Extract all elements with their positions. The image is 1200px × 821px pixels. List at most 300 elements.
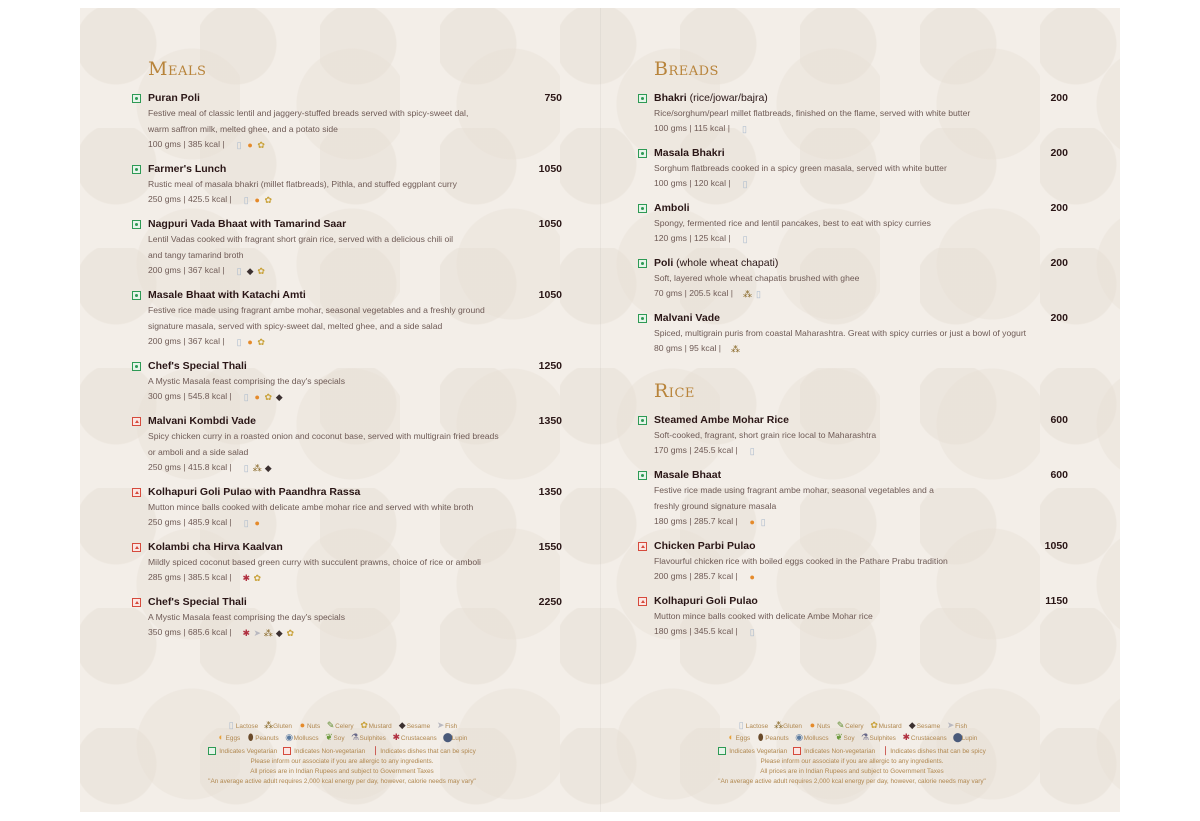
item-nutrition	[148, 625, 562, 640]
legend-item	[870, 720, 902, 732]
item-description: Festive rice made using fragrant ambe mohar, seasonal vegetables and a freshly ground	[148, 305, 485, 315]
lactose-icon: ▯	[236, 336, 242, 347]
item-weight-calories: 200 gms | 367 kcal |	[148, 265, 225, 275]
legend-label: Sulphites	[359, 735, 386, 743]
item-description: Spongy, fermented rice and lentil pancakes, best to eat with spicy curries	[654, 218, 931, 228]
mustard-icon: ✿	[264, 194, 273, 205]
vegetarian-icon	[132, 362, 141, 371]
gluten-icon: ⁂	[263, 627, 273, 638]
item-name	[654, 257, 1068, 270]
legend-nonveg	[793, 747, 875, 757]
eggs-icon: ◐	[728, 732, 734, 743]
lactose-icon: ▯	[742, 233, 748, 244]
menu-item	[132, 360, 562, 404]
item-description: Mutton mince balls cooked with delicate ambe mohar rice and served with white broth	[148, 502, 474, 512]
peanuts-icon: ⬮	[757, 732, 764, 743]
menu-item	[638, 312, 1068, 356]
celery-icon: ✎	[326, 720, 335, 730]
item-nutrition	[654, 286, 1068, 301]
non-vegetarian-icon	[638, 597, 647, 606]
item-price: 750	[544, 92, 562, 104]
crustaceans-icon: ✱	[392, 732, 401, 743]
vegetarian-icon	[132, 165, 141, 174]
menu-item	[638, 595, 1068, 639]
sulphites-icon: ⚗	[860, 732, 870, 743]
celery-icon: ✎	[836, 720, 845, 730]
item-nutrition	[148, 137, 562, 152]
item-description: Spiced, multigrain puris from coastal Maharashtra. Great with spicy curries or just a bowl of yogurt	[654, 328, 1027, 338]
crustaceans-icon: ✱	[242, 627, 251, 638]
item-weight-calories: 350 gms | 685.6 kcal |	[148, 627, 232, 637]
molluscs-icon: ◉	[795, 732, 804, 743]
legend-label: Gluten	[783, 723, 802, 730]
vegetarian-icon	[132, 94, 141, 103]
item-nutrition	[148, 192, 562, 207]
vegetarian-icon	[638, 259, 647, 268]
vegetarian-icon	[638, 416, 647, 425]
vegetarian-icon	[718, 747, 726, 755]
legend-row	[132, 720, 552, 732]
item-price: 1550	[538, 541, 562, 553]
mustard-icon: ✿	[257, 336, 265, 347]
legend-label: Nuts	[307, 723, 321, 730]
item-name-text: Chef's Special Thali	[148, 596, 247, 608]
legend-label: Nuts	[817, 723, 831, 730]
item-name-text: Kolambi cha Hirva Kaalvan	[148, 541, 283, 553]
allergen-legend-right	[642, 720, 1062, 788]
sesame-icon: ◆	[908, 720, 916, 730]
legend-label: Celery	[845, 723, 864, 730]
legend-item	[285, 732, 319, 744]
legend-label: Sesame	[406, 723, 431, 730]
lactose-icon: ▯	[749, 626, 755, 637]
item-name-text: Amboli	[654, 202, 690, 214]
item-weight-calories: 250 gms | 425.5 kcal |	[148, 194, 232, 204]
soy-icon: ❦	[835, 732, 843, 743]
item-name	[654, 469, 1068, 482]
item-name	[148, 92, 562, 105]
item-name-subtitle: (whole wheat chapati)	[673, 257, 779, 269]
item-description: Soft-cooked, fragrant, short grain rice local to Maharashtra	[654, 430, 877, 440]
menu-item	[638, 540, 1068, 584]
item-name	[654, 595, 1068, 608]
legend-label: Celery	[335, 723, 354, 730]
legend-label: Crustaceans	[400, 735, 437, 743]
item-name-text: Puran Poli	[148, 92, 200, 104]
legend-label: Crustaceans	[910, 735, 947, 743]
lactose-icon: ▯	[243, 194, 249, 205]
item-name-text: Masala Bhakri	[654, 147, 725, 159]
gluten-icon: ⁂	[774, 720, 784, 730]
gluten-icon: ⁂	[743, 288, 752, 299]
item-weight-calories: 100 gms | 385 kcal |	[148, 139, 225, 149]
item-description: warm saffron milk, melted ghee, and a potato side	[148, 124, 338, 134]
item-name	[654, 92, 1068, 105]
molluscs-icon: ◉	[285, 732, 294, 743]
item-description: Mutton mince balls cooked with delicate Ambe Mohar rice	[654, 611, 873, 621]
vegetarian-icon	[638, 204, 647, 213]
item-nutrition	[148, 389, 562, 404]
item-name-text: Chicken Parbi Pulao	[654, 540, 756, 552]
legend-item	[727, 732, 751, 744]
legend-item	[351, 732, 386, 744]
menu-section	[638, 58, 1068, 356]
legend-label: Molluscs	[803, 735, 829, 743]
item-weight-calories: 100 gms | 120 kcal |	[654, 178, 731, 188]
legend-item	[737, 720, 768, 732]
section-heading: Breads	[654, 58, 719, 80]
vegetarian-icon	[208, 747, 216, 755]
legend-item	[908, 720, 940, 732]
legend-item	[774, 720, 802, 732]
lupin-icon: ⬤	[952, 732, 963, 743]
item-price: 1350	[538, 486, 562, 498]
lactose-icon: ▯	[742, 178, 748, 189]
lactose-icon: ▯	[243, 462, 249, 473]
item-description: or amboli and a side salad	[148, 447, 249, 457]
item-description: and tangy tamarind broth	[148, 250, 244, 260]
sesame-icon: ◆	[264, 462, 272, 473]
item-nutrition	[654, 443, 1068, 458]
item-weight-calories: 80 gms | 95 kcal |	[654, 343, 722, 353]
menu-section	[638, 380, 1068, 639]
item-price: 1050	[538, 289, 562, 301]
sesame-icon: ◆	[398, 720, 406, 730]
item-price: 200	[1050, 312, 1068, 324]
item-name	[148, 415, 562, 428]
item-weight-calories: 180 gms | 345.5 kcal |	[654, 626, 738, 636]
legend-label: Fish	[445, 723, 458, 730]
legend-label: Indicates dishes that can be spicy	[890, 747, 986, 755]
legend-veg	[208, 747, 277, 757]
item-name	[654, 202, 1068, 215]
non-vegetarian-icon	[793, 747, 801, 755]
menu-item	[132, 596, 562, 640]
mustard-icon: ✿	[870, 720, 878, 730]
item-name-text: Steamed Ambe Mohar Rice	[654, 414, 789, 426]
legend-item	[227, 720, 258, 732]
legend-item	[946, 720, 967, 732]
item-description: A Mystic Masala feast comprising the day's specials	[148, 612, 345, 622]
item-price: 2250	[538, 596, 562, 608]
legend-row	[642, 720, 1062, 732]
item-description: Mildly spiced coconut based green curry with succulent prawns, choice of rice or amboli	[148, 557, 481, 567]
item-description: Rice/sorghum/pearl millet flatbreads, finished on the flame, served with white butter	[654, 108, 971, 118]
lactose-icon: ▯	[236, 139, 242, 150]
mustard-icon: ✿	[286, 627, 295, 638]
item-nutrition	[654, 176, 1068, 191]
item-name-text: Farmer's Lunch	[148, 163, 227, 175]
menu-item	[132, 218, 562, 278]
spicy-icon: ❘	[881, 744, 890, 755]
item-weight-calories: 200 gms | 367 kcal |	[148, 336, 225, 346]
legend-label: Indicates dishes that can be spicy	[380, 747, 476, 755]
legend-label: Eggs	[735, 735, 751, 743]
item-name-text: Kolhapuri Goli Pulao	[654, 595, 758, 607]
item-weight-calories: 180 gms | 285.7 kcal |	[654, 516, 738, 526]
item-name	[654, 414, 1068, 427]
item-nutrition	[654, 514, 1068, 529]
legend-note: "An average active adult requires 2,000 kcal energy per day, however, calorie needs may vary"	[718, 778, 986, 786]
crustaceans-icon: ✱	[902, 732, 911, 743]
menu-section	[132, 58, 562, 640]
item-price: 1050	[538, 218, 562, 230]
legend-item	[246, 732, 278, 744]
mustard-icon: ✿	[360, 720, 368, 730]
legend-label: Sulphites	[869, 735, 896, 743]
item-name-text: Chef's Special Thali	[148, 360, 247, 372]
item-name-text: Masale Bhaat	[654, 469, 722, 481]
lactose-icon: ▯	[738, 720, 744, 730]
menu-item	[132, 486, 562, 530]
item-description: Sorghum flatbreads cooked in a spicy green masala, served with white butter	[654, 163, 947, 173]
item-price: 200	[1050, 147, 1068, 159]
non-vegetarian-icon	[132, 598, 141, 607]
item-description: Spicy chicken curry in a roasted onion and coconut base, served with multigrain fried breads	[148, 431, 499, 441]
menu-item	[132, 415, 562, 475]
item-nutrition	[654, 624, 1068, 639]
nuts-icon: ●	[809, 720, 816, 730]
item-name-text: Nagpuri Vada Bhaat with Tamarind Saar	[148, 218, 347, 230]
menu-item	[638, 257, 1068, 301]
menu-item	[638, 202, 1068, 246]
mustard-icon: ✿	[257, 139, 265, 150]
legend-label: Lactose	[745, 723, 769, 730]
item-description: Flavourful chicken rice with boiled eggs cooked in the Pathare Prabu tradition	[654, 556, 948, 566]
item-name	[148, 218, 562, 231]
vegetarian-icon	[638, 94, 647, 103]
item-name	[654, 147, 1068, 160]
item-weight-calories: 70 gms | 205.5 kcal |	[654, 288, 733, 298]
nuts-icon: ●	[254, 517, 260, 528]
item-weight-calories: 100 gms | 115 kcal |	[654, 123, 730, 133]
lactose-icon: ▯	[741, 123, 747, 134]
legend-item	[392, 732, 437, 744]
item-description: Festive meal of classic lentil and jaggery-stuffed breads served with spicy-sweet dal,	[148, 108, 469, 118]
legend-row	[132, 732, 552, 744]
item-price: 600	[1050, 414, 1068, 426]
item-name	[654, 312, 1068, 325]
fish-icon: ➤	[436, 720, 445, 730]
item-nutrition	[148, 515, 562, 530]
legend-item	[835, 732, 855, 744]
item-name-text: Bhakri	[654, 92, 687, 104]
gluten-icon: ⁂	[731, 343, 741, 354]
item-price: 200	[1050, 202, 1068, 214]
nuts-icon: ●	[749, 571, 755, 582]
crustaceans-icon: ✱	[242, 572, 251, 583]
mustard-icon: ✿	[257, 265, 265, 276]
legend-item	[902, 732, 947, 744]
item-name-text: Kolhapuri Goli Pulao with Paandhra Rassa	[148, 486, 361, 498]
item-weight-calories: 250 gms | 485.9 kcal |	[148, 517, 232, 527]
vegetarian-icon	[638, 471, 647, 480]
legend-label: Indicates Non-vegetarian	[294, 747, 366, 755]
legend-note: All prices are in Indian Rupees and subject to Government Taxes	[250, 768, 434, 776]
item-weight-calories: 120 gms | 125 kcal |	[654, 233, 731, 243]
legend-label: Molluscs	[293, 735, 319, 743]
legend-label: Indicates Vegetarian	[729, 747, 788, 755]
item-price: 1250	[538, 360, 562, 372]
legend-item	[325, 732, 345, 744]
sesame-icon: ◆	[275, 627, 283, 638]
item-name	[148, 163, 562, 176]
legend-item	[836, 720, 863, 732]
lactose-icon: ▯	[760, 516, 766, 527]
spicy-icon: ❘	[371, 744, 380, 755]
nuts-icon: ●	[247, 139, 253, 150]
item-nutrition	[654, 121, 1068, 136]
non-vegetarian-icon	[638, 542, 647, 551]
sesame-icon: ◆	[246, 265, 254, 276]
item-price: 1050	[538, 163, 562, 175]
right-column	[638, 58, 1068, 663]
lactose-icon: ▯	[243, 517, 249, 528]
legend-label: Sesame	[916, 723, 941, 730]
fish-icon: ➤	[946, 720, 955, 730]
item-nutrition	[148, 460, 562, 475]
legend-label: Peanuts	[255, 735, 279, 743]
nuts-icon: ●	[254, 194, 260, 205]
section-heading: Rice	[654, 380, 695, 402]
item-nutrition	[654, 569, 1068, 584]
menu-item	[638, 414, 1068, 458]
item-nutrition	[148, 570, 562, 585]
legend-label: Fish	[955, 723, 968, 730]
item-price: 200	[1050, 92, 1068, 104]
mustard-icon: ✿	[253, 572, 262, 583]
legend-item	[436, 720, 457, 732]
legend-item	[264, 720, 292, 732]
legend-item	[861, 732, 896, 744]
item-nutrition	[654, 231, 1068, 246]
gluten-icon: ⁂	[264, 720, 274, 730]
legend-item	[360, 720, 392, 732]
legend-note: Please inform our associate if you are allergic to any ingredients.	[250, 757, 434, 765]
lactose-icon: ▯	[236, 265, 242, 276]
legend-note: Please inform our associate if you are allergic to any ingredients.	[760, 757, 944, 765]
item-description: A Mystic Masala feast comprising the day's specials	[148, 376, 345, 386]
item-price: 1050	[1044, 540, 1068, 552]
nuts-icon: ●	[749, 516, 755, 527]
fish-icon: ➤	[253, 627, 262, 638]
legend-item	[298, 720, 320, 732]
eggs-icon: ◐	[218, 732, 224, 743]
legend-item	[795, 732, 829, 744]
legend-veg	[718, 747, 787, 757]
item-description: Soft, layered whole wheat chapatis brushed with ghee	[654, 273, 860, 283]
menu-item	[132, 92, 562, 152]
vegetarian-icon	[638, 314, 647, 323]
item-description: Lentil Vadas cooked with fragrant short grain rice, served with a delicious chili oil	[148, 234, 454, 244]
legend-label: Peanuts	[765, 735, 789, 743]
legend-spicy	[881, 745, 986, 757]
legend-row	[642, 732, 1062, 744]
sesame-icon: ◆	[275, 391, 283, 402]
legend-label: Indicates Vegetarian	[219, 747, 278, 755]
lupin-icon: ⬤	[442, 732, 453, 743]
menu-item	[132, 541, 562, 585]
non-vegetarian-icon	[132, 543, 141, 552]
lactose-icon: ▯	[756, 288, 761, 299]
lactose-icon: ▯	[749, 445, 755, 456]
legend-note: "An average active adult requires 2,000 kcal energy per day, however, calorie needs may vary"	[208, 778, 476, 786]
legend-row	[642, 745, 1062, 757]
legend-item	[953, 732, 978, 744]
nuts-icon: ●	[299, 720, 306, 730]
non-vegetarian-icon	[283, 747, 291, 755]
menu-item	[132, 163, 562, 207]
item-weight-calories: 170 gms | 245.5 kcal |	[654, 445, 738, 455]
legend-spicy	[371, 745, 476, 757]
item-price: 1150	[1045, 595, 1068, 607]
non-vegetarian-icon	[132, 417, 141, 426]
item-name	[148, 360, 562, 373]
legend-label: Soy	[843, 735, 855, 743]
item-name	[148, 596, 562, 609]
nuts-icon: ●	[247, 336, 253, 347]
item-name-subtitle: (rice/jowar/bajra)	[686, 92, 768, 104]
item-description: Rustic meal of masala bhakri (millet flatbreads), Pithla, and stuffed eggplant curry	[148, 179, 457, 189]
item-price: 200	[1050, 257, 1068, 269]
item-nutrition	[148, 263, 562, 278]
item-name	[148, 541, 562, 554]
legend-label: Mustard	[878, 723, 902, 730]
item-weight-calories: 300 gms | 545.8 kcal |	[148, 391, 232, 401]
item-name-text: Masale Bhaat with Katachi Amti	[148, 289, 306, 301]
menu-item	[638, 147, 1068, 191]
sulphites-icon: ⚗	[350, 732, 360, 743]
item-nutrition	[654, 341, 1068, 356]
legend-label: Lupin	[451, 735, 468, 743]
legend-label: Lactose	[235, 723, 259, 730]
legend-note: All prices are in Indian Rupees and subject to Government Taxes	[760, 768, 944, 776]
legend-item	[756, 732, 788, 744]
legend-item	[443, 732, 468, 744]
legend-label: Soy	[333, 735, 345, 743]
item-name-text: Poli	[654, 257, 674, 269]
item-name-text: Malvani Vade	[654, 312, 720, 324]
menu-item	[638, 469, 1068, 529]
mustard-icon: ✿	[264, 391, 273, 402]
legend-row	[132, 745, 552, 757]
nuts-icon: ●	[254, 391, 260, 402]
menu-item	[638, 92, 1068, 136]
item-weight-calories: 250 gms | 415.8 kcal |	[148, 462, 232, 472]
legend-item	[398, 720, 430, 732]
legend-label: Eggs	[225, 735, 241, 743]
menu-item	[132, 289, 562, 349]
item-description: Festive rice made using fragrant ambe mohar, seasonal vegetables and a	[654, 485, 934, 495]
item-name-text: Malvani Kombdi Vade	[148, 415, 256, 427]
allergen-legend-left	[132, 720, 552, 788]
item-description: signature masala, served with spicy-sweet dal, melted ghee, and a side salad	[148, 321, 443, 331]
legend-label: Indicates Non-vegetarian	[804, 747, 876, 755]
legend-item	[217, 732, 241, 744]
legend-label: Lupin	[961, 735, 978, 743]
item-nutrition	[148, 334, 562, 349]
gluten-icon: ⁂	[252, 462, 262, 473]
non-vegetarian-icon	[132, 488, 141, 497]
legend-nonveg	[283, 747, 365, 757]
lactose-icon: ▯	[243, 391, 249, 402]
legend-item	[326, 720, 353, 732]
item-name	[148, 289, 562, 302]
section-heading: Meals	[148, 58, 207, 80]
lactose-icon: ▯	[228, 720, 234, 730]
item-name	[654, 540, 1068, 553]
item-price: 1350	[538, 415, 562, 427]
